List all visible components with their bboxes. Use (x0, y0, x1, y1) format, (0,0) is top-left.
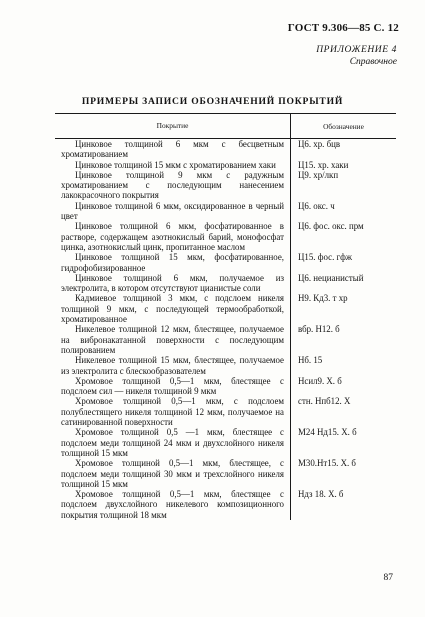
designation-cell: Нб. 15 (298, 355, 323, 366)
designation-cell: Ц6. окс. ч (298, 200, 335, 211)
coating-cell: Цинковое толщиной 15 мкм с хроматированием хаки (75, 159, 276, 170)
coating-cell: Хромовое толщиной 0,5—1 мкм, с подслоем полублестящего никеля толщиной 12 мкм, получаемое на сатинированной поверхности (61, 396, 284, 428)
coating-cell: Цинковое толщиной 6 мкм, фосфатированное в растворе, содержащем азотнокислый барий, монофосфат цинка, азотнокислый цинк, пропитанное маслом (61, 221, 284, 252)
table-row (55, 324, 396, 355)
document-header: ГОСТ 9.306—85 С. 12 (287, 22, 399, 34)
designation-cell: Нсил9. Х. б (298, 375, 342, 386)
document-title: ПРИМЕРЫ ЗАПИСИ ОБОЗНАЧЕНИЙ ПОКРЫТИЙ (81, 96, 344, 107)
appendix-title: ПРИЛОЖЕНИЕ 4 (316, 45, 397, 55)
table-row (55, 355, 396, 376)
designation-cell: Н9. Кд3. т хр (298, 293, 348, 304)
coating-cell: Цинковое толщиной 9 мкм с радужным хроматированием с последующим нанесением лакокрасочного покрытия (61, 169, 284, 201)
appendix-block (316, 44, 397, 68)
table-row (55, 170, 396, 201)
appendix-subtitle: Справочное (349, 57, 397, 67)
column-header-coating: Покрытие (55, 114, 291, 138)
coating-cell: Цинковое толщиной 15 мкм, фосфатированное, гидрофобизированное (61, 252, 284, 273)
designation-cell: М24 Нд15. Х. б (298, 427, 357, 438)
table-row (55, 160, 396, 170)
designation-cell: Ц6. хр. бцв (298, 139, 341, 149)
designation-cell: М30.Нт15. Х. б (298, 458, 356, 469)
designation-cell: вбр. Н12. б (298, 324, 340, 335)
designation-cell: Ц15. хр. хаки (298, 159, 349, 170)
table-row (55, 376, 396, 397)
coatings-table (55, 113, 396, 520)
designation-cell: Ц6. нецианистый (298, 272, 364, 283)
table-row (55, 221, 396, 252)
coating-cell: Хромовое толщиной 0,5—1 мкм, блестящее с подслоем сил — никеля толщиной 9 мкм (61, 375, 284, 397)
designation-cell: Ц6. фос. окс. прм (298, 221, 364, 232)
designation-cell: Ндз 18. Х. б (298, 489, 344, 500)
table-row (55, 252, 396, 273)
coating-cell: Кадмиевое толщиной 3 мкм, с подслоем никеля толщиной 9 мкм, с последующей термообработкой, хроматированное (61, 293, 284, 325)
designation-cell: стн. Нпб12. Х (298, 396, 351, 407)
table-row (55, 489, 396, 520)
table-row (55, 273, 396, 294)
designation-cell: Ц15. фос. гфж (298, 252, 353, 263)
table-row (55, 427, 396, 458)
table-row (55, 458, 396, 489)
table-row (55, 201, 396, 222)
table-body (55, 139, 396, 520)
coating-cell: Цинковое толщиной 6 мкм с бесцветным хроматированием (61, 139, 284, 160)
table-row (55, 139, 396, 160)
coating-cell: Цинковое толщиной 6 мкм, оксидированное в черный цвет (61, 200, 284, 222)
coating-cell: Хромовое толщиной 0,5 —1 мкм, блестящее с подслоем меди толщиной 24 мкм и двухслойного никеля толщиной 15 мкм (61, 427, 284, 458)
column-header-designation: Обозначение (323, 121, 364, 131)
coating-cell: Никелевое толщиной 12 мкм, блестящее, получаемое на вибронакатанной поверхности с последующим полированием (61, 324, 284, 355)
page-number: 87 (383, 573, 393, 583)
coating-cell: Цинковое толщиной 6 мкм, получаемое из электролита, в котором отсутствуют цианистые соли (61, 272, 284, 294)
designation-cell: Ц9. хр/лкп (298, 169, 339, 180)
table-row (55, 293, 396, 324)
coating-cell: Хромовое толщиной 0,5—1 мкм, блестящее, с подслоем меди толщиной 30 мкм и трехслойного никеля толщиной 15 мкм (61, 458, 284, 489)
table-row (55, 396, 396, 427)
coating-cell: Никелевое толщиной 15 мкм, блестящее, получаемое из электролита с блескообразователем (61, 355, 284, 376)
table-header (55, 114, 396, 139)
coating-cell: Хромовое толщиной 0,5—1 мкм, блестящее с подслоем двухслойного никелевого композиционного покрытия толщиной 18 мкм (61, 489, 284, 520)
